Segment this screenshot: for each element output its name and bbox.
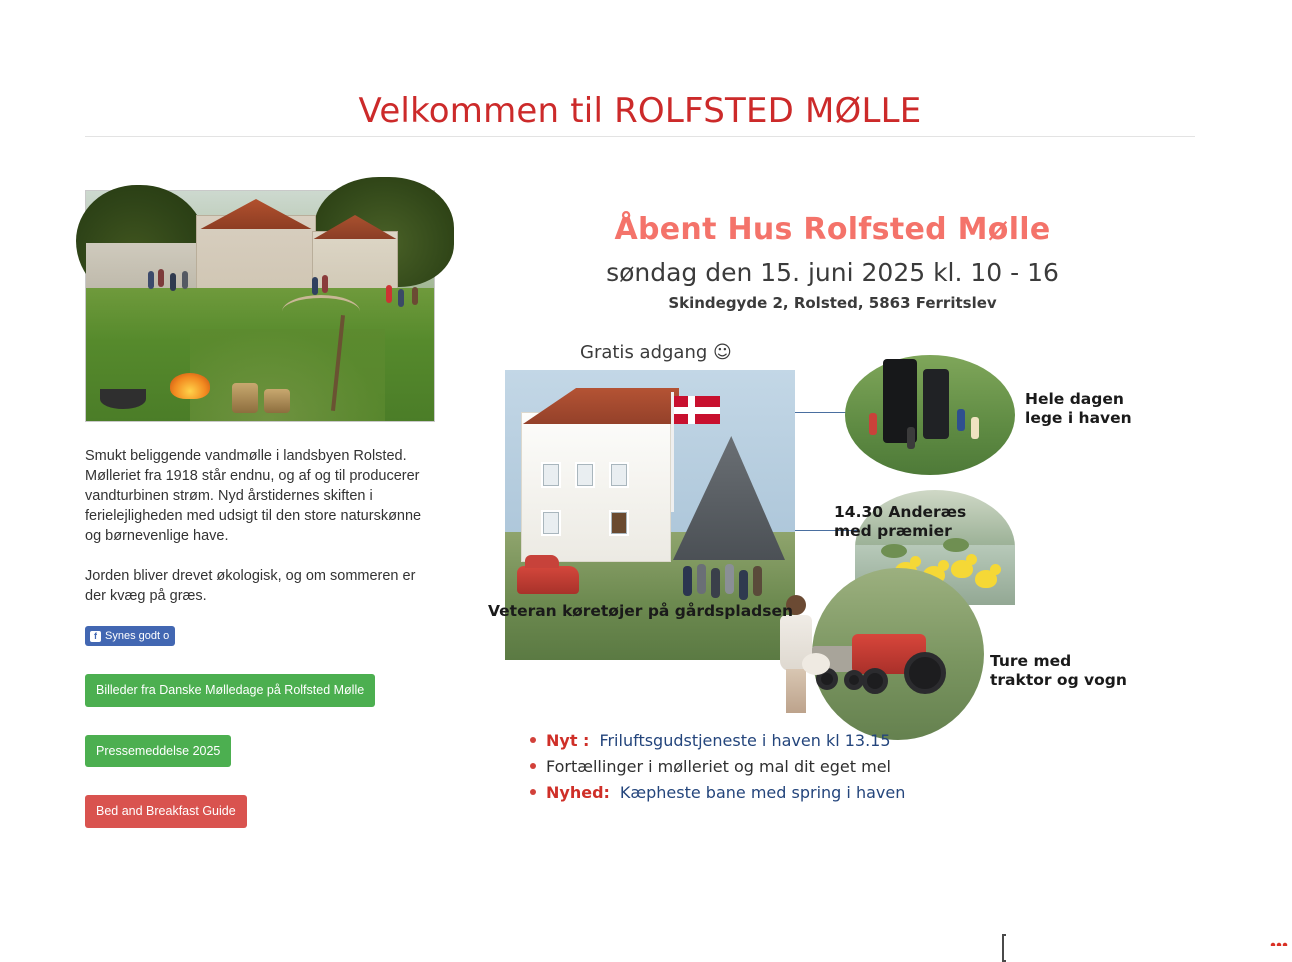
facebook-thumb-icon: f: [90, 631, 101, 642]
bullet-dot-icon: [530, 763, 536, 769]
tractor-circle-photo: [812, 568, 984, 740]
danish-flag-icon: [674, 396, 720, 424]
text-cursor: [1002, 934, 1006, 962]
button-bed-and-breakfast-guide[interactable]: Bed and Breakfast Guide: [85, 795, 247, 828]
bullet-text: Kæpheste bane med spring i haven: [619, 783, 906, 802]
list-item: [530, 756, 1180, 778]
spellcheck-underline: [1270, 938, 1292, 946]
intro-text: [85, 446, 437, 606]
poster-free-entry: Gratis adgang ☺: [580, 342, 732, 363]
mill-farm-photo: [85, 190, 435, 422]
poster-bullet-list: [530, 730, 1180, 808]
list-item: [530, 730, 1180, 752]
photo-people: [86, 265, 434, 305]
poster-date: søndag den 15. juni 2025 kl. 10 - 16: [606, 258, 1059, 287]
bullet-text: Friluftsgudstjeneste i haven kl 13.15: [599, 731, 891, 750]
facebook-like-label: Synes godt o: [105, 630, 170, 642]
facebook-like-button[interactable]: [85, 626, 175, 646]
poster-title: Åbent Hus Rolfsted Mølle: [614, 212, 1051, 247]
red-vintage-car: [517, 566, 579, 594]
list-item: [530, 782, 1180, 804]
label-play-all-day: Hele dagen lege i haven: [1025, 390, 1132, 427]
bullet-dot-icon: [530, 789, 536, 795]
page-title: Velkommen til ROLFSTED MØLLE: [358, 90, 922, 131]
poster-address: Skindegyde 2, Rolsted, 5863 Ferritslev: [668, 294, 997, 312]
label-tractor-rides: Ture med traktor og vogn: [990, 652, 1127, 689]
intro-paragraph-2: Jorden bliver drevet økologisk, og om sommeren er der kvæg på græs.: [85, 568, 416, 604]
playground-circle-photo: [845, 355, 1015, 475]
left-column: [85, 190, 437, 828]
bullet-text: Fortællinger i mølleriet og mal dit eget mel: [546, 757, 891, 776]
button-moelledage-billeder[interactable]: Billeder fra Danske Mølledage på Rolfsted Mølle: [85, 674, 375, 707]
bullet-prefix: Nyt :: [546, 731, 590, 750]
open-house-poster: [470, 190, 1195, 810]
bullet-dot-icon: [530, 737, 536, 743]
button-pressemeddelse-2025[interactable]: Pressemeddelse 2025: [85, 735, 231, 768]
bullet-prefix: Nyhed:: [546, 783, 610, 802]
intro-paragraph-1: Smukt beliggende vandmølle i landsbyen Rolsted. Mølleriet fra 1918 står endnu, og af og til producerer vandturbinen strøm. Nyd årstidernes skiften i ferielejligheden med udsigt til den store naturskønne og børnevenlige have.: [85, 448, 422, 544]
header-divider: [85, 136, 1195, 137]
label-veteran-vehicles: Veteran køretøjer på gårdspladsen: [488, 602, 794, 620]
label-duck-race: 14.30 Anderæs med præmier: [834, 503, 967, 540]
